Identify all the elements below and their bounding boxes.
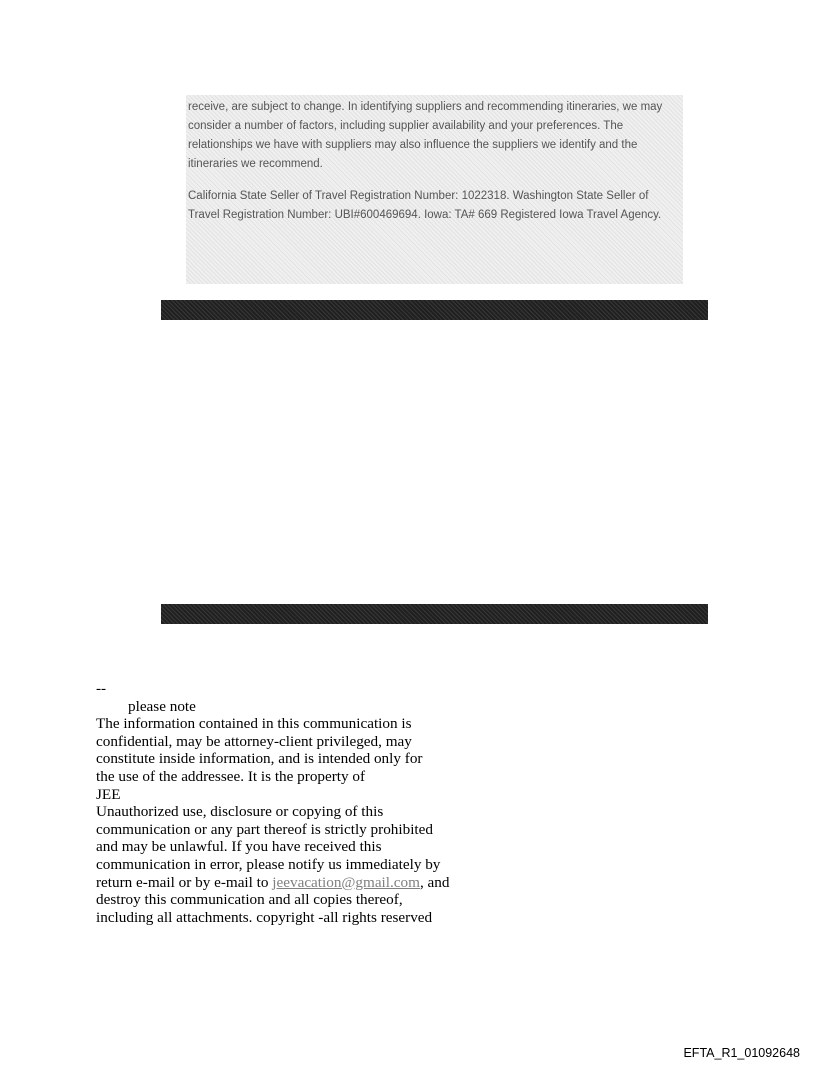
- notice-line: destroy this communication and all copies thereof,: [96, 891, 403, 909]
- supplier-disclosure-paragraph: receive, are subject to change. In identifying suppliers and recommending itineraries, we may consider a number of factors, including supplier availability and your preferences. The relationships we have with suppliers may also influence the suppliers we identify and the itineraries we recommend.: [188, 101, 663, 170]
- notice-line: the use of the addressee. It is the property of: [96, 767, 366, 785]
- notice-line: constitute inside information, and is intended only for: [96, 750, 423, 768]
- redaction-bar-top: [161, 300, 708, 320]
- registration-paragraph: California State Seller of Travel Registration Number: 1022318. Washington State Seller of Travel Registration Number: UBI#600469694. Iowa: TA# 669 Registered Iowa Travel Agency.: [188, 190, 662, 221]
- notice-line: Unauthorized use, disclosure or copying of this: [96, 803, 384, 821]
- email-link[interactable]: jeevacation@gmail.com: [272, 873, 420, 891]
- email-line-prefix: return e-mail or by e-mail to: [96, 873, 273, 891]
- notice-line: communication in error, please notify us immediately by: [96, 855, 441, 873]
- notice-line: including all attachments. copyright -all rights reserved: [96, 908, 433, 926]
- confidentiality-notice: [96, 680, 476, 926]
- notice-line: communication or any part thereof is strictly prohibited: [96, 820, 433, 838]
- notice-heading: please note: [128, 697, 196, 715]
- document-id: EFTA_R1_01092648: [683, 1046, 800, 1060]
- redaction-bar-bottom: [161, 604, 708, 624]
- notice-line: The information contained in this communication is: [96, 715, 412, 733]
- notice-line: and may be unlawful. If you have received this: [96, 838, 382, 856]
- notice-line: confidential, may be attorney-client privileged, may: [96, 732, 412, 750]
- signature-separator: --: [96, 680, 107, 697]
- email-line-suffix: , and: [419, 873, 450, 891]
- notice-email-line: [96, 874, 476, 892]
- notice-line: JEE: [96, 785, 121, 803]
- travel-disclosure-box: [186, 95, 683, 284]
